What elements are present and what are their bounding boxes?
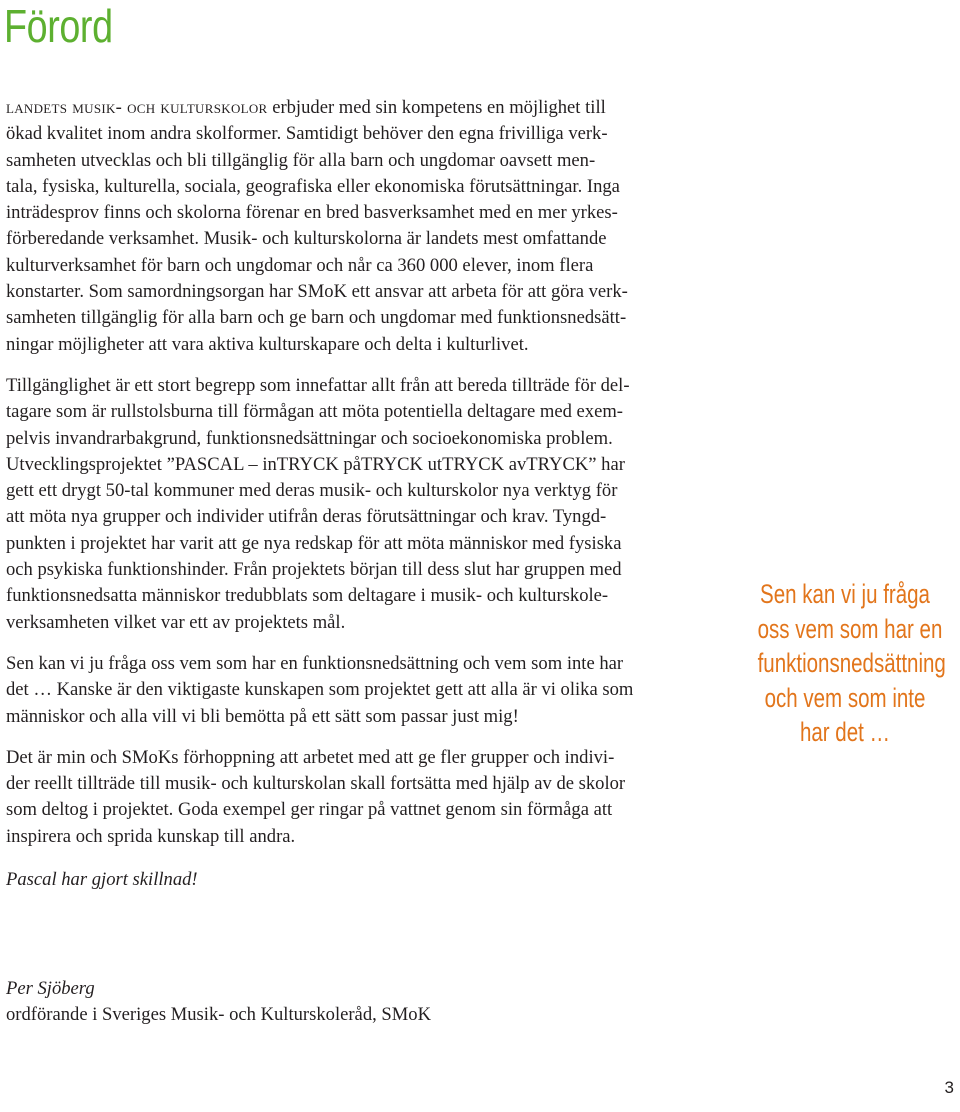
text-line: tagare som är rullstolsburna till förmågan att möta potentiella deltagare med exem- — [6, 401, 623, 423]
text-line: det … Kanske är den viktigaste kunskapen som projektet gett att alla är vi olika som — [6, 679, 634, 701]
pull-quote — [730, 577, 960, 750]
text-line: Tillgänglighet är ett stort begrepp som innefattar allt från att bereda tillträde för del- — [6, 374, 630, 396]
text-line: der reellt tillträde till musik- och kulturskolan skall fortsätta med hjälp av de skolor — [6, 773, 626, 795]
pull-quote-line: funktionsnedsättning — [757, 648, 946, 678]
text-line: att möta nya grupper och individer utifrån deras förutsättningar och krav. Tyngd- — [6, 506, 607, 528]
text-line: gett ett drygt 50-tal kommuner med deras musik- och kulturskolor nya verktyg för — [6, 480, 618, 502]
text-line: ökad kvalitet inom andra skolformer. Samtidigt behöver den egna frivilliga verk- — [6, 123, 608, 145]
text-line: punkten i projektet har varit att ge nya redskap för att möta människor med fysiska — [6, 532, 622, 554]
text-line: samheten utvecklas och bli tillgänglig för alla barn och ungdomar oavsett men- — [6, 149, 596, 171]
text-line: inspirera och sprida kunskap till andra. — [6, 825, 296, 847]
pull-quote-line: och vem som inte — [764, 682, 926, 713]
text-line: Sen kan vi ju fråga oss vem som har en funktionsnedsättning och vem som inte har — [6, 652, 624, 674]
text-line: människor och alla vill vi bli bemötta på ett sätt som passar just mig! — [6, 705, 519, 727]
text-line: landets musik- och kulturskolor erbjuder med sin kompetens en möjlighet till — [6, 97, 606, 118]
text-line: samheten tillgänglig för alla barn och ge barn och ungdomar med funktionsnedsätt- — [6, 307, 627, 329]
text-line: som deltog i projektet. Goda exempel ger ringar på vattnet genom sin förmåga att — [6, 799, 613, 821]
text-line: funktionsnedsatta människor tredubblats som deltagare i musik- och kulturskole- — [6, 585, 609, 607]
page-title: Förord — [4, 0, 113, 52]
text-line: konstarter. Som samordningsorgan har SMoK ett ansvar att arbeta för att göra verk- — [6, 281, 628, 303]
text-line: inträdesprov finns och skolorna förenar en bred basverksamhet med en mer yrkes- — [6, 202, 618, 224]
page-number: 3 — [944, 1078, 954, 1097]
text-line: kulturverksamhet för barn och ungdomar och når ca 360 000 elever, inom flera — [6, 254, 594, 276]
text-line: Det är min och SMoKs förhoppning att arbetet med att ge fler grupper och indivi- — [6, 746, 615, 768]
signature-role: ordförande i Sveriges Musik- och Kulturskoleråd, SMoK — [6, 1004, 432, 1025]
closing-line: Pascal har gjort skillnad! — [6, 869, 198, 891]
lead-in-small-caps: landets musik- och kulturskolor — [6, 97, 268, 118]
text-line: Utvecklingsprojektet ”PASCAL – inTRYCK påTRYCK utTRYCK avTRYCK” har — [6, 453, 625, 475]
paragraph-2 — [6, 373, 706, 636]
body-text — [6, 95, 706, 893]
signature-block — [6, 976, 431, 1028]
pull-quote-line: har det … — [799, 717, 891, 747]
pull-quote-line: oss vem som har en — [757, 613, 943, 644]
text-line: ningar möjligheter att vara aktiva kulturskapare och delta i kulturlivet. — [6, 333, 529, 355]
paragraph-3 — [6, 651, 706, 730]
text-line: och psykiska funktionshinder. Från projektets början till dess slut har gruppen med — [6, 559, 622, 581]
text-line: verksamheten vilket var ett av projektets mål. — [6, 611, 346, 633]
paragraph-4 — [6, 745, 706, 850]
text-line: pelvis invandrarbakgrund, funktionsnedsättningar och socioekonomiska problem. — [6, 427, 613, 449]
text-line: tala, fysiska, kulturella, sociala, geografiska eller ekonomiska förutsättningar. Inga — [6, 175, 620, 197]
pull-quote-line: Sen kan vi ju fråga — [760, 579, 930, 609]
paragraph-1 — [6, 95, 706, 358]
signature-name: Per Sjöberg — [6, 978, 95, 999]
text-line: förberedande verksamhet. Musik- och kulturskolorna är landets mest omfattande — [6, 228, 607, 250]
